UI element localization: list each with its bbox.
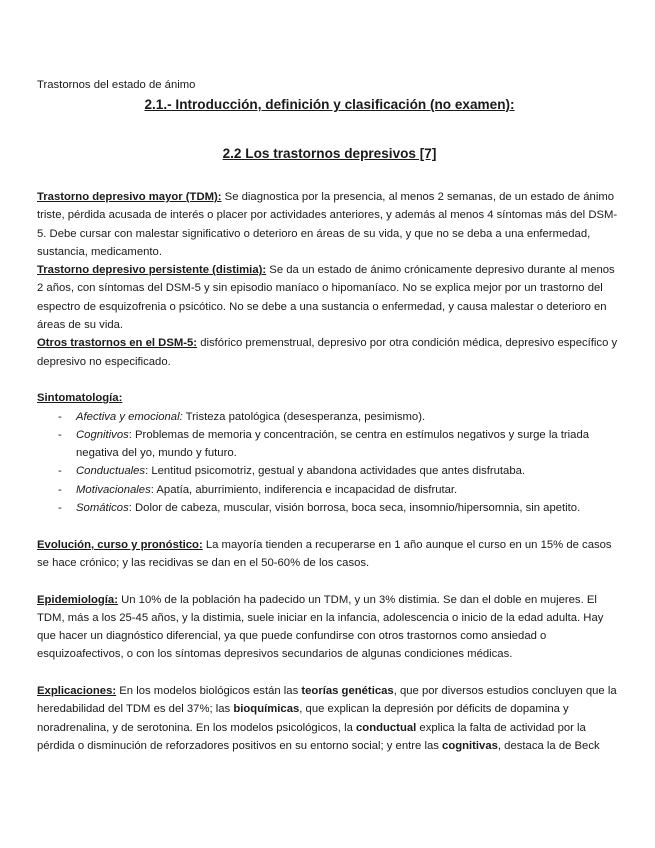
- list-item: - Cognitivos: Problemas de memoria y concentración, se centra en estímulos negativos y surge la triada negativa del yo, mundo y futuro.: [58, 428, 590, 460]
- section-heading-2-2: 2.2 Los trastornos depresivos [7]: [222, 146, 437, 161]
- list-item: - Conductuales: Lentitud psicomotriz, gestual y abandona actividades que antes disfrutaba.: [58, 465, 526, 478]
- paragraph-epidemiologia: Epidemiología: Un 10% de la población ha padecido un TDM, y un 3% distimia. Se dan el doble en mujeres. El TDM, más a los 25-45 años, y la distimia, suele iniciar en la infancia, adolescencia o inicio de la edad adulta. Hay que hacer un diagnóstico diferencial, ya que puede confundirse con otros trastornos como ansiedad o esquizoafectivos, o con los síntomas depresivos secundarios de algunas condiciones médicas.: [37, 593, 604, 661]
- paragraph-explicaciones: Explicaciones: En los modelos biológicos están las teorías genéticas, que por diversos estudios concluyen que la heredabilidad del TDM es del 37%; las bioquímicas, que explican la depresión por déficits de dopamina y noradrenalina, y de serotonina. En los modelos psicológicos, la conductual explica la falta de actividad por la pérdida o disminución de reforzadores positivos en su entorno social; y entre las cognitivas, destaca la de Beck: [37, 685, 617, 752]
- paragraph-distimia: [37, 261, 621, 334]
- paragraph-evolucion: Evolución, curso y pronóstico: La mayoría tienden a recuperarse en 1 año aunque el curso en un 15% de casos se hace crónico; y las recidivas se dan en el 50-60% de los casos.: [37, 538, 612, 569]
- symptom-list: [37, 408, 621, 518]
- text-tdm: Se diagnostica por la presencia, al menos 2 semanas, de un estado de ánimo triste, pérdida acusada de interés o placer por actividades anteriores, y además al menos 4 síntomas más del DSM-5. Debe cursar con malestar significativo o deterioro en áreas de su vida, y que no se deba a una enfermedad, sustancia, medicamento.: [37, 191, 618, 258]
- term-distimia: Trastorno depresivo persistente (distimia):: [37, 264, 267, 277]
- list-item: - Somáticos: Dolor de cabeza, muscular, visión borrosa, boca seca, insomnio/hipersomnia, sin apetito.: [58, 502, 581, 515]
- term-otros: Otros trastornos en el DSM-5:: [37, 337, 198, 350]
- list-item: - Motivacionales: Apatía, aburrimiento, indiferencia e incapacidad de disfrutar.: [58, 483, 458, 496]
- section-heading-2-1: 2.1.- Introducción, definición y clasificación (no examen):: [144, 97, 515, 112]
- document-body: [37, 188, 621, 755]
- document-header: Trastornos del estado de ánimo: [37, 79, 196, 91]
- list-item: - Afectiva y emocional: Tristeza patológica (desesperanza, pesimismo).: [58, 410, 426, 423]
- paragraph-tdm: [37, 188, 621, 261]
- text-otros: disfórico premenstrual, depresivo por otra condición médica, depresivo específico y depresivo no especificado.: [37, 337, 618, 368]
- paragraph-otros: [37, 334, 621, 371]
- heading-sintomatologia: Sintomatología:: [37, 392, 123, 405]
- term-tdm: Trastorno depresivo mayor (TDM):: [37, 191, 222, 203]
- text-distimia: Se da un estado de ánimo crónicamente depresivo durante al menos 2 años, con síntomas del DSM-5 y sin episodio maníaco o hipomaníaco. No se explica mejor por un trastorno del espectro de esquizofrenia o psicótico. No se debe a una sustancia o enfermedad, y causa malestar o deterioro en áreas de su vida.: [37, 264, 615, 332]
